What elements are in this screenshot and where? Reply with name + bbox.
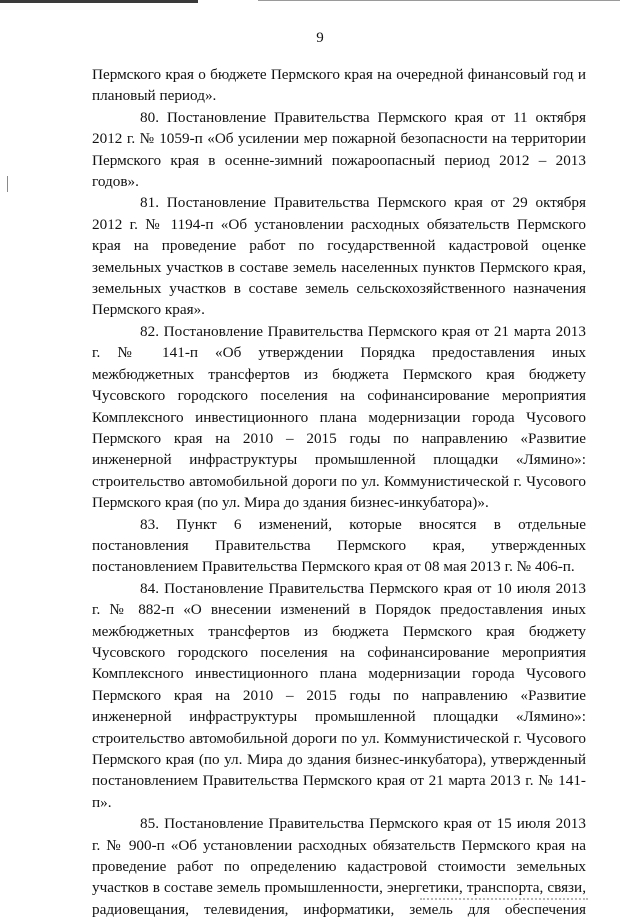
paragraph-item-85: 85. Постановление Правительства Пермского края от 15 июля 2013 г. № 900-п «Об установлении расходных обязательств Пермского края на проведение работ по определению кадастровой стоимости земельных участков в составе земель промышленности, энергетики, транспорта, связи, радиовещания, телевидения, информатики, земель для обеспечения: [92, 815, 586, 918]
paragraph-item-82: 82. Постановление Правительства Пермского края от 21 марта 2013 г. № 141-п «Об утверждении Порядка предоставления иных межбюджетных трансфертов из бюджета Пермского края бюджету Чусовского городского поселения на софинансирование мероприятия Комплексного инвестиционного плана модернизации города Чусового Пермского края на 2010 – 2015 годы по направлению «Развитие инженерной инфраструктуры промышленной площадки «Лямино»: строительство автомобильной дороги по ул. Коммунистической г. Чусового Пермского края (по ул. Мира до здания бизнес-инкубатора)».: [92, 322, 586, 512]
paragraph-item-81: 81. Постановление Правительства Пермского края от 29 октября 2012 г. № 1194-п «Об установлении расходных обязательств Пермского края на проведение работ по государственной кадастровой оценке земельных участков в составе земель населенных пунктов Пермского края, земельных участков в составе земель сельскохозяйственного назначения Пермского края».: [92, 194, 586, 319]
scan-bottom-mark: [420, 898, 588, 902]
page-number: 9: [316, 30, 324, 46]
paragraph-continuation: Пермского края о бюджете Пермского края на очередной финансовый год и плановый период».: [92, 66, 586, 105]
paragraph-item-84: 84. Постановление Правительства Пермского края от 10 июля 2013 г. № 882-п «О внесении изменений в Порядок предоставления иных межбюджетных трансфертов из бюджета Пермского края бюджету Чусовского городского поселения на софинансирование мероприятия Комплексного инвестиционного плана модернизации города Чусового Пермского края на 2010 – 2015 годы по направлению «Развитие инженерной инфраструктуры промышленной площадки «Лямино»: строительство автомобильной дороги по ул. Коммунистической г. Чусового Пермского края (по ул. Мира до здания бизнес-инкубатора), утвержденный постановлением Правительства Пермского края от 21 марта 2013 г. № 141-п».: [92, 579, 586, 811]
paragraph-item-83: 83. Пункт 6 изменений, которые вносятся в отдельные постановления Правительства Пермского края, утвержденных постановлением Правительства Пермского края от 08 мая 2013 г. № 406-п.: [92, 515, 586, 576]
document-body: [92, 64, 586, 920]
scan-margin-mark: [7, 176, 8, 192]
paragraph-item-80: 80. Постановление Правительства Пермского края от 11 октября 2012 г. № 1059-п «Об усилении мер пожарной безопасности на территории Пермского края в осенне-зимний пожароопасный период 2012 – 2013 годов».: [92, 108, 586, 191]
scan-edge-line: [258, 0, 620, 1]
scan-edge-mark: [0, 0, 198, 3]
